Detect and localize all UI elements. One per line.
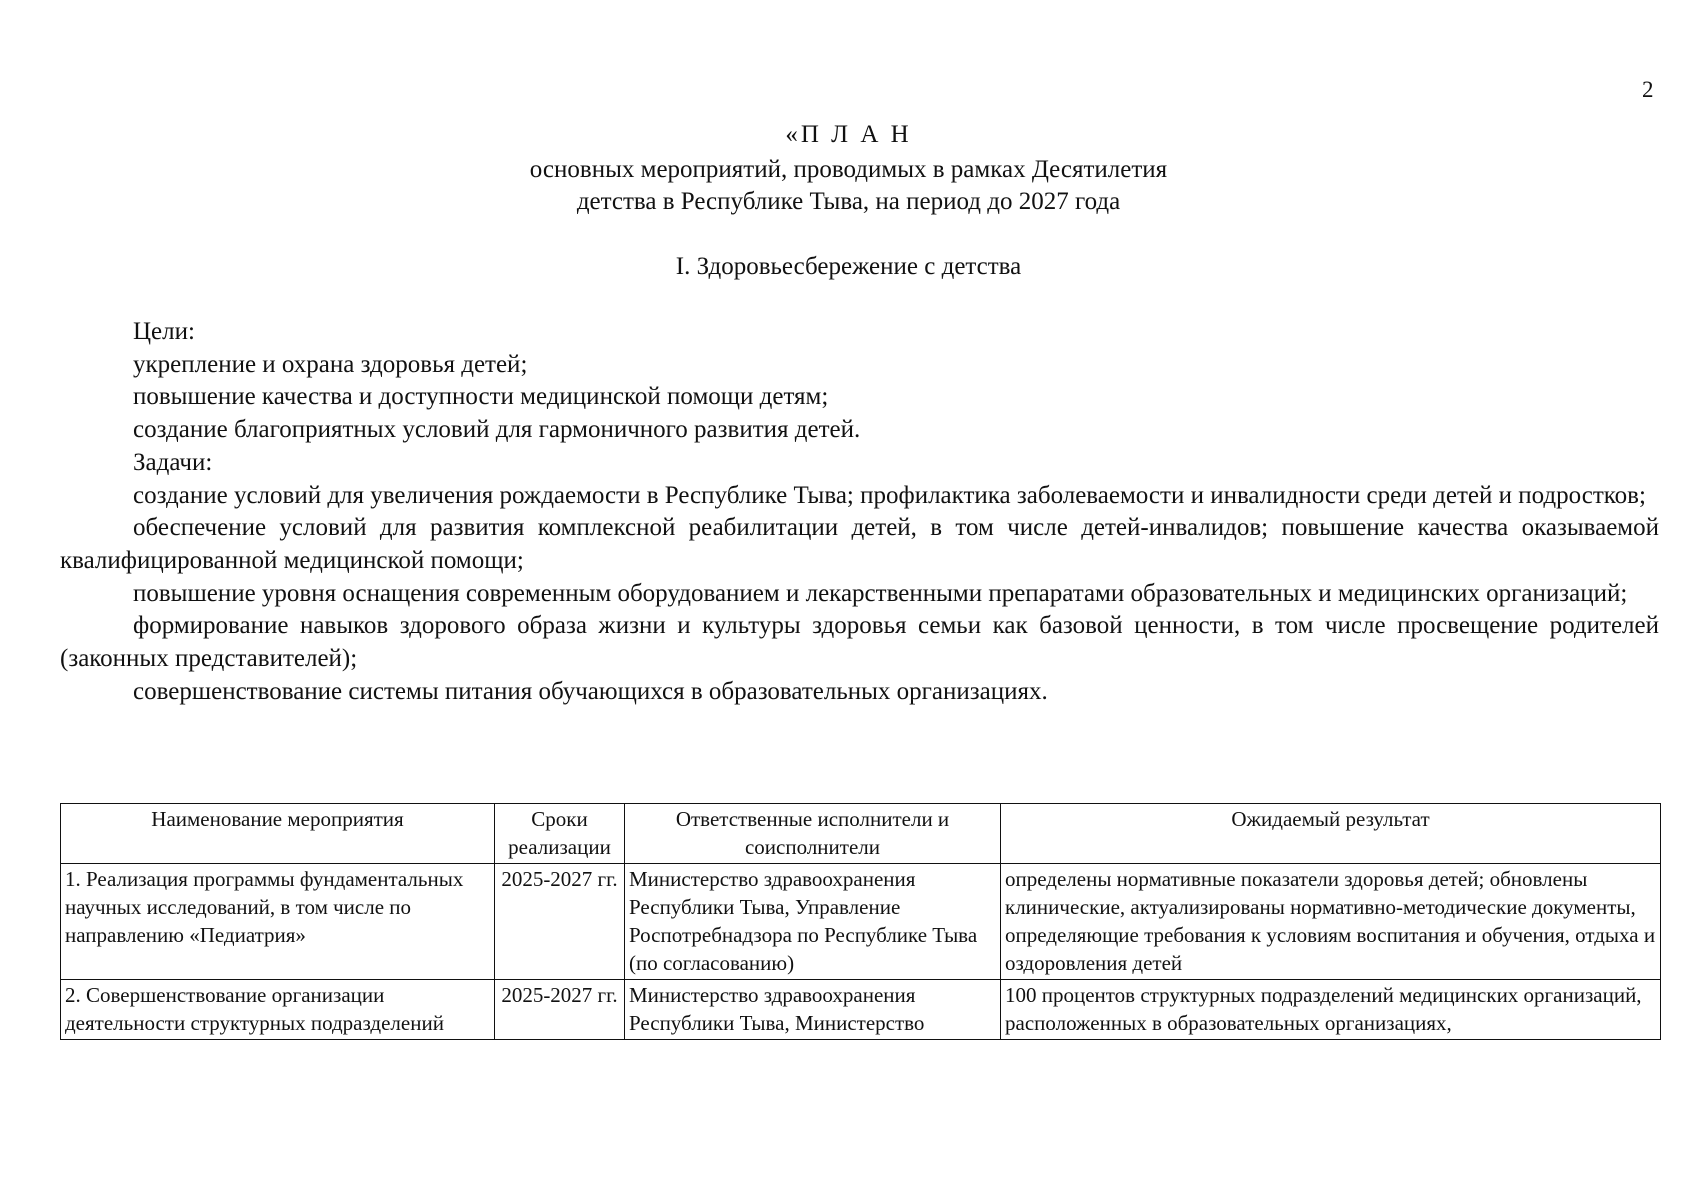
goal-item: укрепление и охрана здоровья детей; [133,350,528,378]
page-number: 2 [1642,77,1654,102]
column-header-period: Сроки реализации [495,804,625,864]
goals-heading: Цели: [133,318,195,345]
column-header-result: Ожидаемый результат [1001,804,1661,864]
cell-name: 2. Совершенствование организации деятельности структурных подразделений [61,980,495,1040]
table-header-row [61,804,1661,864]
task-item: формирование навыков здорового образа жизни и культуры здоровья семьи как базовой ценности, в том числе просвещение родителей (законных представителей); [60,612,1659,673]
column-header-name: Наименование мероприятия [61,804,495,864]
document-title-line-2: основных мероприятий, проводимых в рамках Десятилетия [529,156,1168,183]
task-item: повышение уровня оснащения современным оборудованием и лекарственными препаратами образовательных и медицинских организаций; [133,579,1628,607]
tasks-heading: Задачи: [133,448,213,476]
goal-item: создание благоприятных условий для гармоничного развития детей. [133,416,861,444]
plan-table [60,803,1661,1040]
cell-period: 2025-2027 гг. [495,864,625,980]
cell-responsible: Министерство здравоохранения Республики Тыва, Управление Роспотребнадзора по Республике Тыва (по согласованию) [625,864,1001,980]
goal-item: повышение качества и доступности медицинской помощи детям; [133,383,829,411]
cell-result: 100 процентов структурных подразделений медицинских организаций, расположенных в образовательных организациях, [1001,980,1661,1040]
task-item: совершенствование системы питания обучающихся в образовательных организациях. [133,677,1048,705]
table-row [61,980,1661,1040]
document-title-line-1: «П Л А Н [785,121,912,148]
cell-name: 1. Реализация программы фундаментальных научных исследований, в том числе по направлению «Педиатрия» [61,864,495,980]
body-text [60,316,1659,708]
column-header-responsible: Ответственные исполнители и соисполнители [625,804,1001,864]
task-item: создание условий для увеличения рождаемости в Республике Тыва; профилактика заболеваемости и инвалидности среди детей и подростков; [133,481,1646,509]
cell-result: определены нормативные показатели здоровья детей; обновлены клинические, актуализированы нормативно-методические документы, определяющие требования к условиям воспитания и обучения, отдыха и оздоровления детей [1001,864,1661,980]
task-item: обеспечение условий для развития комплексной реабилитации детей, в том числе детей-инвалидов; повышение качества оказываемой квалифицированной медицинской помощи; [60,514,1659,574]
cell-responsible: Министерство здравоохранения Республики Тыва, Министерство [625,980,1001,1040]
table-row [61,864,1661,980]
document-title-line-3: детства в Республике Тыва, на период до 2027 года [576,188,1121,215]
cell-period: 2025-2027 гг. [495,980,625,1040]
section-heading: I. Здоровьесбережение с детства [675,253,1022,280]
